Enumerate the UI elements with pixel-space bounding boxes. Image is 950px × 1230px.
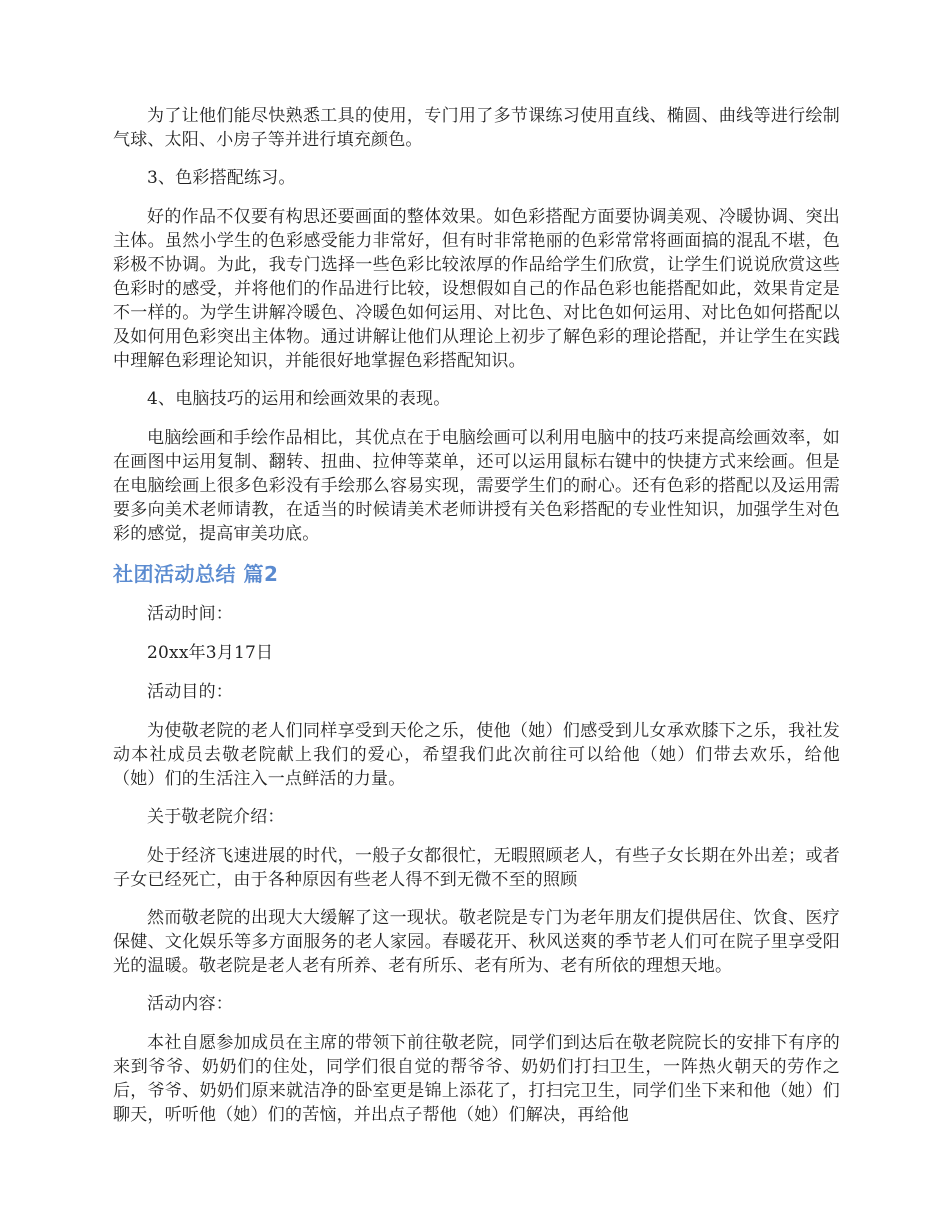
paragraph: 为使敬老院的老人们同样享受到天伦之乐，使他（她）们感受到儿女承欢膝下之乐，我社发动本社成员去敬老院献上我们的爱心，希望我们此次前往可以给他（她）们带去欢乐，给他（她）们的生活注入一点鲜活的力量。 <box>113 721 840 789</box>
field-label: 活动时间： <box>147 604 233 624</box>
paragraph: 本社自愿参加成员在主席的带领下前往敬老院，同学们到达后在敬老院院长的安排下有序的来到爷爷、奶奶们的住处，同学们很自觉的帮爷爷、奶奶们打扫卫生，一阵热火朝天的劳作之后，爷爷、奶奶们原来就洁净的卧室更是锦上添花了，打扫完卫生，同学们坐下来和他（她）们聊天，听听他（她）们的苦恼，并出点子帮他（她）们解决，再给他 <box>113 1033 840 1125</box>
paragraph: 为了让他们能尽快熟悉工具的使用，专门用了多节课练习使用直线、椭圆、曲线等进行绘制气球、太阳、小房子等并进行填充颜色。 <box>113 106 840 150</box>
document-page <box>113 104 840 1141</box>
field-label: 关于敬老院介绍： <box>147 807 285 827</box>
section-heading: 社团活动总结 篇2 <box>113 562 279 586</box>
paragraph: 然而敬老院的出现大大缓解了这一现状。敬老院是专门为老年朋友们提供居住、饮食、医疗保健、文化娱乐等多方面服务的老人家园。春暖花开、秋风送爽的季节老人们可在院子里享受阳光的温暖。敬老院是老人老有所养、老有所乐、老有所为、老有所依的理想天地。 <box>113 908 840 976</box>
list-item-heading: 4、电脑技巧的运用和绘画效果的表现。 <box>147 389 451 409</box>
field-value: 20xx年3月17日 <box>147 643 274 663</box>
field-label: 活动目的： <box>147 682 233 702</box>
paragraph: 电脑绘画和手绘作品相比，其优点在于电脑绘画可以利用电脑中的技巧来提高绘画效率，如在画图中运用复制、翻转、扭曲、拉伸等菜单，还可以运用鼠标右键中的快捷方式来绘画。但是在电脑绘画上很多色彩没有手绘那么容易实现，需要学生们的耐心。还有色彩的搭配以及运用需要多向美术老师请教，在适当的时候请美术老师讲授有关色彩搭配的专业性知识，加强学生对色彩的感觉，提高审美功底。 <box>113 428 840 544</box>
field-label: 活动内容： <box>147 994 233 1014</box>
paragraph: 处于经济飞速进展的时代，一般子女都很忙，无暇照顾老人，有些子女长期在外出差；或者子女已经死亡，由于各种原因有些老人得不到无微不至的照顾 <box>113 846 840 890</box>
list-item-heading: 3、色彩搭配练习。 <box>147 168 296 188</box>
paragraph: 好的作品不仅要有构思还要画面的整体效果。如色彩搭配方面要协调美观、冷暖协调、突出主体。虽然小学生的色彩感受能力非常好，但有时非常艳丽的色彩常常将画面搞的混乱不堪，色彩极不协调。为此，我专门选择一些色彩比较浓厚的作品给学生们欣赏，让学生们说说欣赏这些色彩时的感受，并将他们的作品进行比较，设想假如自己的作品色彩也能搭配如此，效果肯定是不一样的。为学生讲解冷暖色、冷暖色如何运用、对比色、对比色如何运用、对比色如何搭配以及如何用色彩突出主体物。通过讲解让他们从理论上初步了解色彩的理论搭配，并让学生在实践中理解色彩理论知识，并能很好地掌握色彩搭配知识。 <box>113 207 840 371</box>
